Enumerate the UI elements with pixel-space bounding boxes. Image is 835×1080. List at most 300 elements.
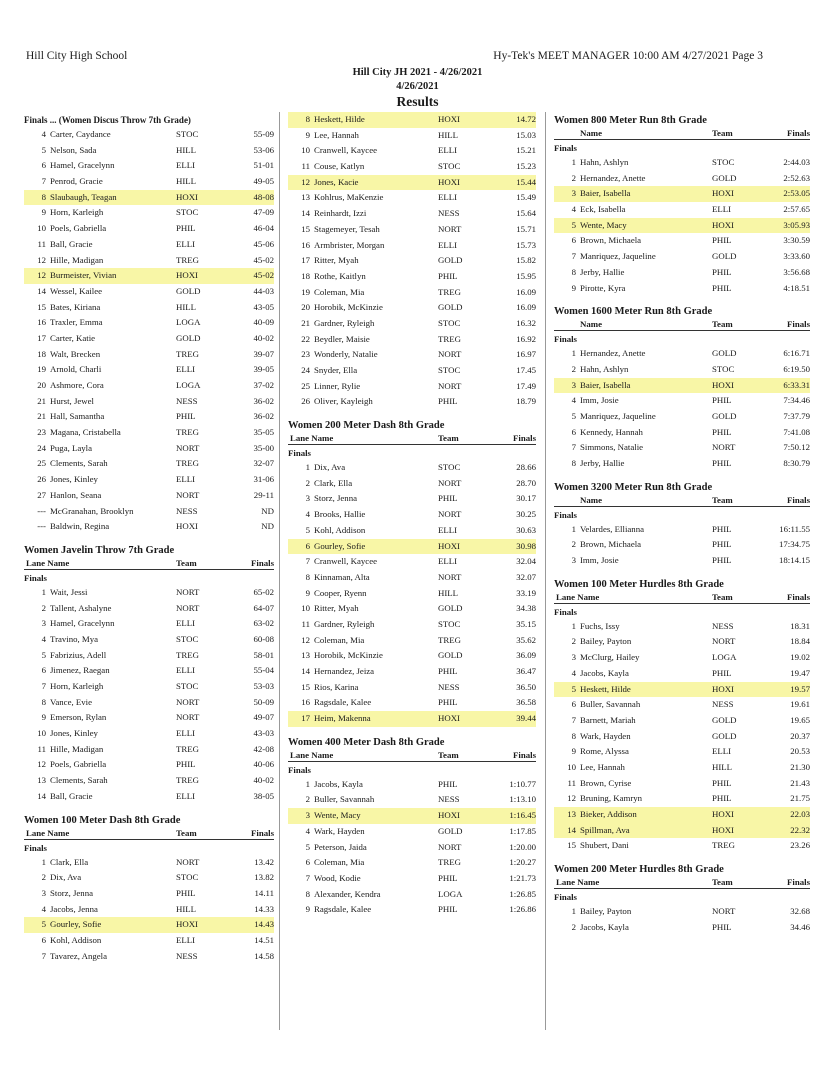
team-column-header: Team — [438, 749, 459, 760]
team-code: HOXI — [712, 379, 734, 390]
athlete-name: Horn, Karleigh — [50, 207, 104, 218]
event-title: Women Javelin Throw 7th Grade — [24, 544, 175, 556]
final-mark: 22.03 — [790, 809, 810, 819]
place: 10 — [567, 761, 576, 772]
result-row — [24, 268, 274, 284]
athlete-name: Wait, Jessi — [50, 586, 88, 597]
place: 12 — [37, 270, 46, 281]
result-row — [24, 409, 274, 425]
event-section — [24, 115, 274, 535]
athlete-name: Imm, Josie — [580, 395, 619, 406]
final-mark: 7:37.79 — [783, 410, 810, 421]
athlete-name: Hanlon, Seana — [50, 489, 102, 500]
final-mark: 65-02 — [253, 586, 274, 597]
final-mark: 7:41.08 — [783, 426, 810, 437]
result-row — [24, 710, 274, 726]
athlete-name: Brown, Michaela — [580, 235, 642, 246]
athlete-name: Jimenez, Raegan — [50, 665, 110, 676]
team-code: ELLI — [176, 238, 196, 249]
result-row — [24, 855, 274, 871]
team-code: PHIL — [438, 396, 458, 407]
result-row — [288, 285, 536, 301]
result-row — [554, 440, 810, 456]
final-mark: 21.30 — [790, 761, 810, 772]
final-mark: 1:26.85 — [509, 888, 536, 899]
final-mark: 14.72 — [516, 114, 536, 124]
team-code: LOGA — [176, 317, 201, 328]
team-code: STOC — [176, 633, 199, 644]
place: 3 — [41, 887, 46, 898]
place: 10 — [37, 728, 46, 739]
athlete-name: Baier, Isabella — [580, 188, 631, 199]
team-code: HOXI — [438, 810, 460, 821]
athlete-name: Couse, Katlyn — [314, 161, 365, 172]
place: 9 — [305, 904, 310, 915]
final-mark: 16.32 — [516, 317, 536, 328]
team-code: NESS — [176, 395, 198, 406]
result-row — [24, 949, 274, 965]
result-row — [288, 711, 536, 727]
team-code: PHIL — [712, 235, 732, 246]
athlete-name: Coleman, Mia — [314, 634, 365, 645]
final-mark: 30.17 — [516, 493, 536, 504]
athlete-name: Carter, Katie — [50, 332, 96, 343]
result-row — [554, 713, 810, 729]
place: --- — [37, 521, 46, 532]
result-row — [288, 332, 536, 348]
athlete-name: Horn, Karleigh — [50, 681, 104, 691]
athlete-name: Manriquez, Jaqueline — [580, 251, 656, 262]
team-code: HILL — [438, 587, 459, 598]
results-table-header — [288, 433, 536, 445]
team-code: ELLI — [176, 934, 196, 945]
place: 7 — [571, 714, 576, 725]
result-row — [554, 838, 810, 854]
athlete-name: Clements, Sarah — [50, 458, 108, 469]
team-code: NORT — [176, 602, 200, 613]
result-row — [24, 789, 274, 805]
result-row — [554, 362, 810, 378]
team-code: TREG — [176, 743, 199, 754]
final-mark: 55-09 — [253, 129, 274, 139]
place: 1 — [305, 778, 310, 789]
event-section — [554, 482, 810, 569]
athlete-name: Jacobs, Kayla — [580, 921, 629, 932]
result-row — [24, 425, 274, 441]
place: 6 — [571, 699, 576, 710]
team-code: TREG — [176, 427, 199, 438]
athlete-name: McGranahan, Brooklyn — [50, 505, 134, 516]
athlete-name: Brown, Michaela — [580, 539, 642, 550]
athlete-name: Alexander, Kendra — [314, 888, 381, 899]
place: 4 — [571, 395, 576, 406]
result-row — [24, 205, 274, 221]
place: 15 — [37, 301, 46, 312]
place: 1 — [571, 620, 576, 631]
event-section — [24, 815, 274, 965]
result-row — [288, 379, 536, 395]
athlete-name: Wonderly, Natalie — [314, 349, 378, 360]
place: 16 — [37, 317, 46, 328]
place: 20 — [37, 380, 46, 390]
final-mark: 15.23 — [516, 161, 536, 172]
team-column-header: Team — [712, 494, 733, 505]
team-code: GOLD — [712, 348, 737, 359]
result-row — [554, 904, 810, 920]
team-code: NORT — [176, 489, 200, 500]
result-row — [24, 127, 274, 143]
final-mark: 16:11.55 — [779, 523, 810, 534]
final-mark: 31-06 — [253, 474, 274, 485]
team-code: GOLD — [712, 714, 737, 725]
result-row — [554, 409, 810, 425]
team-code: NORT — [438, 477, 462, 488]
team-code: LOGA — [438, 888, 463, 899]
team-code: TREG — [176, 458, 199, 469]
place: 2 — [571, 636, 576, 647]
result-row — [554, 425, 810, 441]
athlete-name: Emerson, Rylan — [50, 712, 107, 723]
athlete-name: Bieker, Addison — [580, 809, 637, 819]
result-row — [554, 807, 810, 823]
place: 5 — [571, 683, 576, 694]
athlete-name: Simmons, Natalie — [580, 442, 644, 453]
result-row — [288, 363, 536, 379]
result-row — [288, 855, 536, 871]
result-row — [24, 679, 274, 695]
athlete-name: Baldwin, Regina — [50, 521, 110, 532]
team-code: PHIL — [712, 426, 732, 437]
team-code: GOLD — [712, 172, 737, 183]
place: 12 — [301, 176, 310, 187]
place: 4 — [41, 129, 46, 139]
place: 2 — [41, 872, 46, 883]
athlete-name: Wark, Hayden — [314, 825, 365, 836]
team-code: ELLI — [712, 746, 732, 757]
athlete-name: Cranwell, Kaycee — [314, 556, 378, 567]
final-mark: 16.09 — [516, 286, 536, 297]
place: 8 — [571, 730, 576, 741]
team-code: HOXI — [438, 114, 460, 124]
result-row — [24, 757, 274, 773]
athlete-name: Cooper, Ryenn — [314, 587, 367, 598]
athlete-name: Shubert, Dani — [580, 840, 629, 851]
team-code: NORT — [176, 696, 200, 707]
final-mark: 33.19 — [516, 587, 536, 598]
place: 12 — [301, 634, 310, 645]
result-row — [24, 143, 274, 159]
event-title: Women 800 Meter Run 8th Grade — [554, 115, 707, 126]
team-code: PHIL — [712, 921, 732, 932]
final-mark: 51-01 — [253, 160, 274, 171]
final-mark: 23.26 — [790, 840, 810, 851]
team-code: ELLI — [176, 474, 196, 485]
athlete-name: Magana, Cristabella — [50, 427, 121, 438]
final-mark: 36.09 — [516, 650, 536, 661]
result-row — [24, 648, 274, 664]
final-mark: 45-02 — [253, 270, 274, 281]
place: 5 — [571, 410, 576, 421]
final-mark: 36.50 — [516, 681, 536, 692]
team-code: TREG — [176, 775, 199, 786]
athlete-name: Wood, Kodie — [314, 872, 361, 883]
athlete-name: Kinnaman, Alta — [314, 571, 370, 582]
event-title: Women 100 Meter Hurdles 8th Grade — [554, 578, 724, 590]
athlete-name: Wark, Hayden — [580, 730, 631, 741]
final-mark: 21.43 — [790, 777, 810, 788]
athlete-name: Bruning, Kamryn — [580, 793, 643, 804]
place: 21 — [301, 317, 310, 328]
athlete-name: Ritter, Myah — [314, 255, 359, 266]
place: 5 — [571, 219, 576, 230]
place: 1 — [571, 523, 576, 534]
place: 1 — [41, 586, 46, 597]
event-section — [288, 420, 536, 727]
team-code: PHIL — [712, 395, 732, 406]
name-column-header: Name — [580, 128, 602, 138]
team-code: NESS — [438, 681, 460, 692]
final-mark: 2:52.63 — [783, 172, 810, 183]
finals-column-header: Finals — [251, 557, 274, 568]
result-row — [554, 619, 810, 635]
result-row — [554, 393, 810, 409]
athlete-name: Clark, Ella — [50, 856, 89, 867]
place: 27 — [37, 489, 46, 500]
place: 15 — [301, 681, 310, 692]
athlete-name: Ragsdale, Kalee — [314, 697, 372, 708]
place: 3 — [305, 810, 310, 821]
result-row — [288, 190, 536, 206]
athlete-name: Kohl, Addison — [50, 934, 102, 945]
final-mark: 40-02 — [253, 775, 274, 786]
place: 24 — [37, 442, 46, 453]
event-section — [554, 864, 810, 935]
athlete-name: McClurg, Hailey — [580, 652, 640, 663]
final-mark: 35-00 — [253, 442, 274, 453]
final-mark: 37-02 — [253, 380, 274, 390]
final-mark: 14.51 — [254, 934, 274, 945]
place: 16 — [301, 697, 310, 708]
final-mark: 15.95 — [516, 270, 536, 281]
athlete-name: Puga, Layla — [50, 442, 93, 453]
results-column-2 — [288, 112, 536, 928]
place: 6 — [41, 665, 46, 676]
final-mark: 32.04 — [516, 556, 536, 567]
result-row — [554, 233, 810, 249]
athlete-name: Manriquez, Jaqueline — [580, 410, 656, 421]
final-mark: 17.45 — [516, 365, 536, 375]
place: 6 — [571, 235, 576, 246]
finals-section-label: Finals — [554, 892, 577, 903]
athlete-name: Hamel, Gracelynn — [50, 618, 115, 629]
name-column-header: Name — [580, 319, 602, 330]
athlete-name: Fabrizius, Adell — [50, 649, 107, 660]
result-row — [24, 519, 274, 535]
athlete-name: Arnold, Charli — [50, 364, 102, 375]
athlete-name: Jones, Kinley — [50, 728, 98, 739]
result-row — [24, 742, 274, 758]
event-section — [24, 545, 274, 805]
result-row — [288, 586, 536, 602]
team-code: ELLI — [176, 160, 196, 171]
final-mark: 16.09 — [516, 302, 536, 313]
place: 2 — [571, 363, 576, 374]
results-table-header — [554, 128, 810, 140]
result-row — [288, 112, 536, 128]
result-row — [554, 776, 810, 792]
result-row — [288, 300, 536, 316]
final-mark: 3:33.60 — [783, 251, 810, 262]
final-mark: 28.70 — [516, 477, 536, 488]
result-row — [554, 171, 810, 187]
place: 2 — [305, 477, 310, 488]
team-code: GOLD — [712, 251, 737, 262]
team-code: TREG — [176, 254, 199, 265]
athlete-name: Hurst, Jewel — [50, 395, 94, 406]
athlete-name: Vance, Evie — [50, 696, 93, 707]
result-row — [24, 585, 274, 601]
final-mark: 15.21 — [516, 145, 536, 156]
place: 19 — [37, 364, 46, 375]
final-mark: 17.49 — [516, 380, 536, 391]
results-table-header — [288, 750, 536, 762]
school-name: Hill City High School — [26, 50, 128, 62]
place: 4 — [571, 667, 576, 678]
result-row — [24, 917, 274, 933]
athlete-name: Ball, Gracie — [50, 238, 93, 249]
team-code: NESS — [176, 505, 198, 516]
result-row — [288, 871, 536, 887]
team-code: GOLD — [176, 332, 201, 343]
result-row — [554, 281, 810, 297]
column-divider — [279, 112, 280, 1030]
place: 9 — [305, 587, 310, 598]
place: 9 — [41, 712, 46, 723]
team-code: ELLI — [176, 728, 196, 739]
team-code: STOC — [176, 681, 199, 691]
place: 7 — [41, 176, 46, 187]
result-row — [288, 143, 536, 159]
final-mark: 28.66 — [516, 462, 536, 473]
team-code: PHIL — [438, 666, 458, 676]
place: 17 — [301, 713, 310, 724]
athlete-name: Rothe, Kaitlyn — [314, 270, 366, 281]
event-section — [554, 579, 810, 854]
place: 3 — [305, 493, 310, 504]
team-code: PHIL — [438, 270, 458, 281]
team-code: HOXI — [438, 540, 460, 551]
team-code: HOXI — [712, 219, 734, 230]
result-row — [24, 773, 274, 789]
finals-section-label: Finals — [24, 572, 47, 583]
team-code: NORT — [712, 636, 736, 647]
result-row — [288, 680, 536, 696]
athlete-name: Ragsdale, Kalee — [314, 904, 372, 915]
place: 5 — [41, 649, 46, 660]
place: 2 — [571, 172, 576, 183]
final-mark: 53-06 — [253, 144, 274, 155]
team-code: STOC — [438, 462, 461, 473]
place: 11 — [301, 618, 310, 629]
athlete-name: Storz, Jenna — [50, 887, 93, 898]
result-row — [554, 920, 810, 936]
meet-header — [0, 66, 835, 110]
final-mark: 32-07 — [253, 458, 274, 469]
place: 13 — [567, 809, 576, 819]
athlete-name: Barnett, Mariah — [580, 714, 636, 725]
final-mark: 3:05.93 — [783, 219, 810, 230]
team-code: GOLD — [176, 285, 201, 296]
team-code: PHIL — [438, 697, 458, 708]
final-mark: 45-02 — [253, 254, 274, 265]
result-row — [288, 206, 536, 222]
place: 5 — [41, 919, 46, 930]
athlete-name: Hall, Samantha — [50, 411, 105, 422]
team-code: GOLD — [712, 730, 737, 741]
place: 3 — [571, 555, 576, 566]
result-row — [24, 601, 274, 617]
team-code: NORT — [176, 712, 200, 723]
athlete-name: Storz, Jenna — [314, 493, 357, 504]
team-code: HILL — [712, 761, 733, 772]
result-row — [24, 331, 274, 347]
team-column-header: Team — [438, 433, 459, 444]
place: 17 — [37, 332, 46, 343]
result-row — [24, 632, 274, 648]
place: 8 — [41, 191, 46, 202]
final-mark: 22.32 — [790, 824, 810, 835]
athlete-name: Hernandez, Anette — [580, 348, 646, 359]
result-row — [554, 522, 810, 538]
result-row — [288, 523, 536, 539]
event-section — [288, 112, 536, 410]
place: 4 — [41, 903, 46, 914]
place: 14 — [301, 208, 310, 219]
result-row — [24, 886, 274, 902]
athlete-name: Nelson, Sada — [50, 144, 97, 155]
athlete-name: Buller, Savannah — [314, 794, 375, 805]
result-row — [288, 269, 536, 285]
athlete-name: Buller, Savannah — [580, 699, 641, 710]
final-mark: 36-02 — [253, 411, 274, 422]
athlete-name: Travino, Mya — [50, 633, 99, 644]
team-code: PHIL — [712, 777, 732, 788]
final-mark: 7:34.46 — [783, 395, 810, 406]
team-code: NORT — [438, 349, 462, 360]
result-row — [554, 650, 810, 666]
place: 8 — [571, 458, 576, 468]
name-column-header: Lane Name — [556, 877, 600, 888]
finals-section-label: Finals — [288, 448, 311, 459]
result-row — [24, 378, 274, 394]
result-row — [24, 441, 274, 457]
result-row — [554, 682, 810, 698]
team-code: HOXI — [712, 188, 734, 199]
team-code: ELLI — [712, 204, 732, 215]
athlete-name: Oliver, Kayleigh — [314, 396, 373, 407]
athlete-name: Heskett, Hilde — [580, 683, 631, 694]
result-row — [24, 158, 274, 174]
team-code: TREG — [438, 333, 461, 344]
place: 12 — [567, 793, 576, 804]
result-row — [288, 808, 536, 824]
place: 10 — [37, 223, 46, 234]
team-code: NESS — [176, 950, 198, 961]
team-code: PHIL — [176, 887, 196, 898]
place: 11 — [567, 777, 576, 788]
athlete-name: Rome, Alyssa — [580, 746, 629, 757]
place: 4 — [305, 825, 310, 836]
